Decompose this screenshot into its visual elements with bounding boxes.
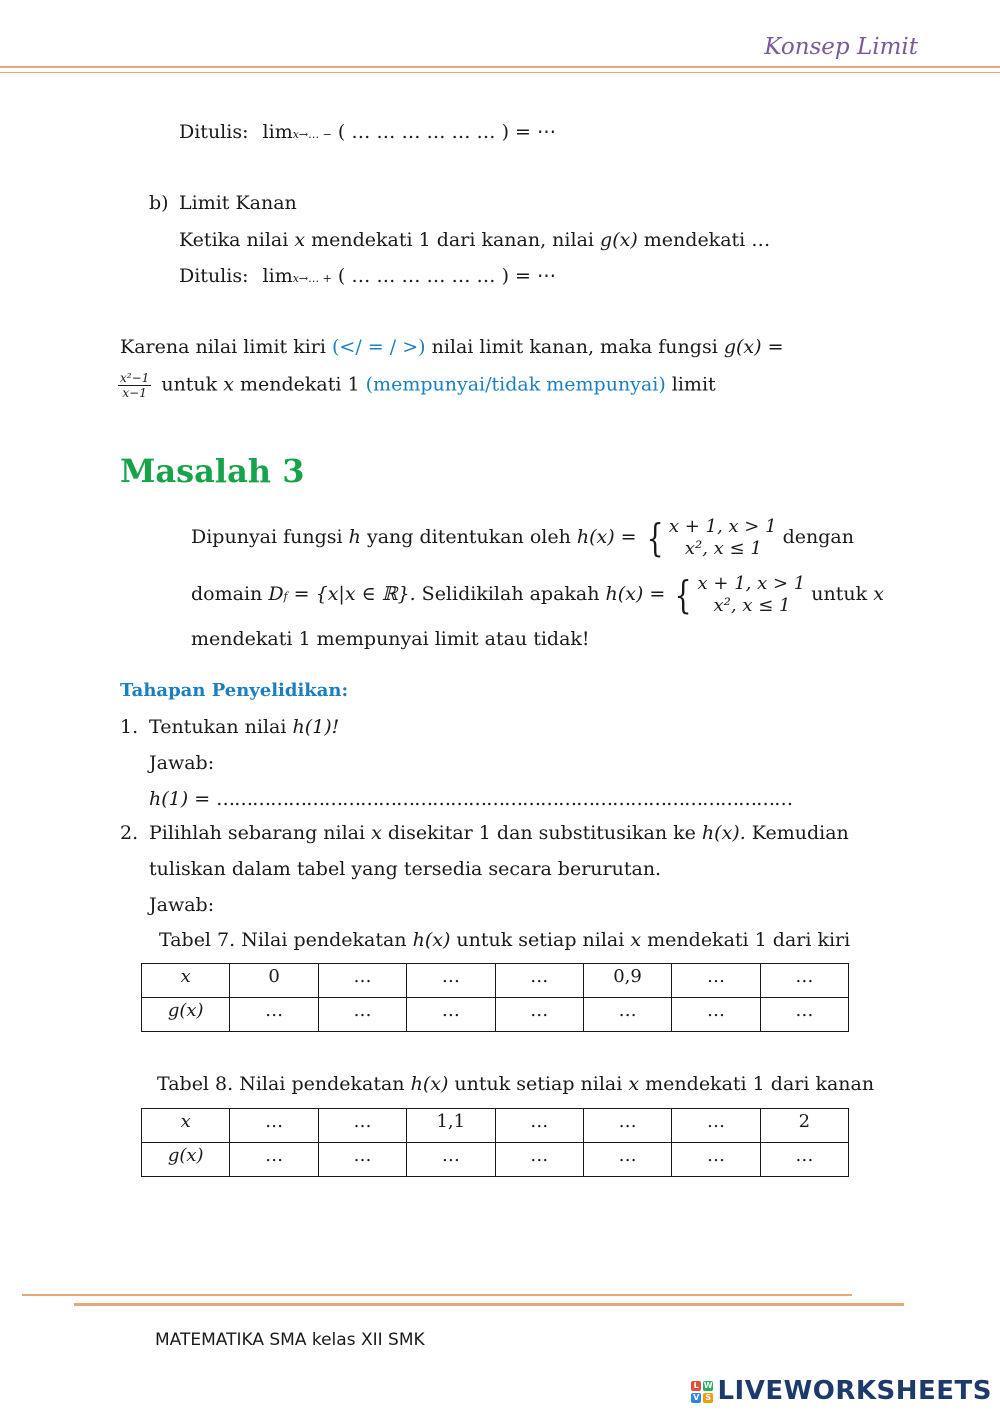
table-cell[interactable]: …: [318, 1109, 406, 1143]
choice-limit-existence[interactable]: (mempunyai/tidak mempunyai): [365, 373, 666, 396]
step-1-answer[interactable]: [149, 788, 792, 810]
footer-text: MATEMATIKA SMA kelas XII SMK: [155, 1330, 425, 1350]
math-subscript: f: [283, 590, 288, 603]
table-cell[interactable]: …: [407, 964, 495, 998]
table-cell[interactable]: …: [495, 1143, 583, 1177]
brand-watermark: [691, 1376, 992, 1406]
footer-divider: [22, 1294, 852, 1296]
math-fn: g(x): [600, 229, 638, 251]
logo-letter: V: [693, 1392, 700, 1402]
text: Tabel 7. Nilai pendekatan: [159, 929, 407, 951]
piecewise-function: [671, 573, 805, 617]
table-row: [142, 964, 849, 998]
ditulis-label: Ditulis:: [179, 265, 249, 287]
table-row: [142, 1109, 849, 1143]
math-fn: h(x) =: [605, 583, 666, 605]
math-var: x: [294, 229, 306, 251]
part-b-description: [179, 229, 770, 251]
liveworksheets-logo-icon: [691, 1381, 713, 1403]
case-1: x + 1, x > 1: [668, 516, 777, 537]
case-2: x², x ≤ 1: [684, 538, 762, 559]
lim-subscript: x→… −: [292, 128, 332, 141]
text: disekitar 1 dan substitusikan ke: [387, 822, 696, 844]
table-row-header: g(x): [142, 1143, 230, 1177]
math-fn: h(x): [412, 929, 451, 951]
piecewise-function: [643, 516, 777, 560]
table-cell[interactable]: …: [230, 1109, 318, 1143]
table-cell: 0: [230, 964, 318, 998]
steps-title: Tahapan Penyelidikan:: [120, 680, 349, 701]
lim-expression: ( … … … … … … ) = ⋯: [337, 121, 557, 143]
table-cell[interactable]: …: [495, 1109, 583, 1143]
math-var: x: [630, 929, 642, 951]
math-fn: g(x) =: [723, 336, 784, 358]
text: Tentukan nilai: [149, 716, 287, 738]
table-row-header: x: [142, 1109, 230, 1143]
section-title: Masalah 3: [120, 452, 305, 490]
problem-line3: mendekati 1 mempunyai limit atau tidak!: [191, 628, 590, 650]
text: Ketika nilai: [179, 229, 289, 251]
fraction-numerator: x²−1: [120, 371, 150, 385]
lim-symbol: lim: [262, 121, 293, 143]
text: untuk setiap nilai: [456, 929, 625, 951]
step-1-number: 1.: [120, 716, 139, 738]
table-row-header: g(x): [142, 998, 230, 1032]
text: Selidikilah apakah: [421, 583, 600, 605]
page-header-title: Konsep Limit: [764, 34, 918, 60]
text: mendekati 1 dari kanan, nilai: [311, 229, 594, 251]
math-fn: h(1) =: [149, 788, 211, 810]
math-var: D: [268, 583, 284, 605]
math-fn: h(x): [410, 1073, 449, 1095]
table-cell[interactable]: …: [318, 1143, 406, 1177]
step-2-number: 2.: [120, 822, 139, 844]
table-cell[interactable]: …: [672, 964, 760, 998]
table-cell[interactable]: …: [672, 1109, 760, 1143]
math-fn: h(x) =: [576, 526, 637, 548]
table-row-header: x: [142, 964, 230, 998]
text: mendekati 1 dari kanan: [645, 1073, 875, 1095]
table-cell[interactable]: …: [760, 964, 848, 998]
math-set: = {x|x ∈ ℝ}.: [293, 583, 416, 605]
choice-comparison[interactable]: (</ = / >): [332, 336, 426, 358]
conclusion-line1: [120, 336, 784, 358]
text: untuk: [161, 373, 218, 396]
table7: [141, 963, 849, 1032]
brand-name: LIVEWORKSHEETS: [717, 1376, 992, 1406]
logo-letter: L: [691, 1381, 701, 1391]
footer-divider-thick: [74, 1303, 904, 1306]
text: mendekati 1 dari kiri: [647, 929, 851, 951]
table-cell[interactable]: …: [583, 998, 671, 1032]
logo-letter: S: [705, 1392, 712, 1402]
table-cell[interactable]: …: [760, 1143, 848, 1177]
logo-letter: W: [703, 1380, 714, 1390]
table-cell[interactable]: …: [760, 998, 848, 1032]
text: yang ditentukan oleh: [366, 526, 571, 548]
table-cell[interactable]: …: [672, 1143, 760, 1177]
table-cell[interactable]: …: [318, 998, 406, 1032]
lim-expression: ( … … … … … … ) = ⋯: [337, 265, 557, 287]
fraction: [118, 371, 151, 400]
brace-icon: {: [646, 516, 664, 560]
ditulis-label: Ditulis:: [179, 121, 249, 143]
math-fn: h(1)!: [292, 716, 340, 738]
problem-line2: [191, 569, 884, 622]
text: domain: [191, 583, 263, 605]
step-2-line2: tuliskan dalam tabel yang tersedia secara berurutan.: [149, 858, 662, 880]
text: Kemudian: [751, 822, 849, 844]
table-cell[interactable]: …: [407, 1143, 495, 1177]
text: Dipunyai fungsi: [191, 526, 343, 548]
answer-blank[interactable]: ……………………………………………………………………………………: [216, 788, 793, 810]
header-divider-thin: [0, 72, 1000, 73]
text: untuk setiap nilai: [454, 1073, 623, 1095]
math-var: x: [628, 1073, 640, 1095]
math-var: h: [348, 526, 361, 548]
table-row: [142, 1143, 849, 1177]
table-cell: 2: [760, 1109, 848, 1143]
table-cell[interactable]: …: [495, 998, 583, 1032]
table-cell: 0,9: [583, 964, 671, 998]
text: Karena nilai limit kiri: [120, 336, 326, 358]
part-b-label: b): [149, 192, 169, 214]
step-2-jawab: Jawab:: [149, 894, 215, 916]
step-1-text: [149, 716, 339, 738]
header-divider: [0, 66, 1000, 68]
table-cell[interactable]: …: [318, 964, 406, 998]
text: mendekati 1: [240, 373, 360, 396]
lim-symbol: lim: [262, 265, 293, 287]
cases: [698, 573, 806, 617]
case-2: x², x ≤ 1: [713, 595, 791, 616]
fraction-denominator: x−1: [122, 386, 147, 400]
table-row: [142, 998, 849, 1032]
step-1-jawab: Jawab:: [149, 752, 215, 774]
table-cell[interactable]: …: [407, 998, 495, 1032]
cases: [669, 516, 777, 560]
lim-subscript: x→… +: [292, 272, 332, 285]
table-cell[interactable]: …: [583, 1109, 671, 1143]
text: Tabel 8. Nilai pendekatan: [157, 1073, 405, 1095]
table8: [141, 1108, 849, 1177]
text: mendekati …: [643, 229, 771, 251]
text: untuk: [811, 583, 868, 605]
part-a-ditulis: [179, 121, 556, 143]
brace-icon: {: [674, 573, 692, 617]
text: limit: [671, 373, 716, 396]
table-cell: 1,1: [407, 1109, 495, 1143]
math-var: x: [371, 822, 382, 844]
table-cell[interactable]: …: [495, 964, 583, 998]
problem-line1: [191, 512, 854, 562]
math-var: x: [223, 373, 234, 396]
math-fn: h(x).: [701, 822, 746, 844]
text: Pilihlah sebarang nilai: [149, 822, 366, 844]
text: nilai limit kanan, maka fungsi: [431, 336, 718, 358]
table-cell[interactable]: …: [672, 998, 760, 1032]
table7-caption: [159, 929, 850, 951]
table8-caption: [157, 1073, 874, 1095]
case-1: x + 1, x > 1: [697, 573, 806, 594]
table-cell[interactable]: …: [230, 998, 318, 1032]
text: dengan: [782, 526, 854, 548]
table-cell[interactable]: …: [583, 1143, 671, 1177]
math-var: x: [873, 583, 884, 605]
step-2-text: [149, 822, 849, 844]
part-b-ditulis: [179, 265, 556, 287]
table-cell[interactable]: …: [230, 1143, 318, 1177]
conclusion-line2: [118, 371, 716, 400]
part-b-title: Limit Kanan: [179, 192, 297, 214]
